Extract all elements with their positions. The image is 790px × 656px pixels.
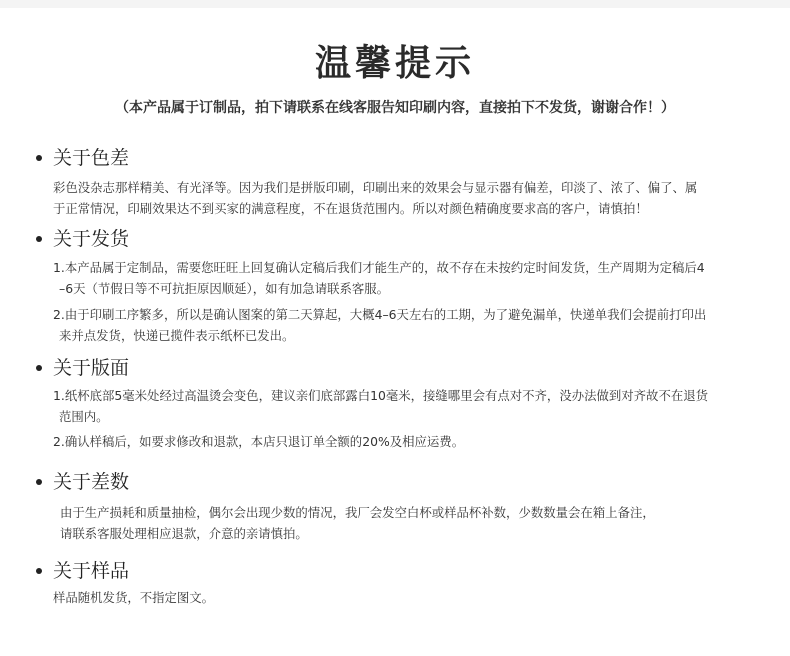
paragraph-line: 1.纸杯底部5毫米处经过高温烫会变色，建议亲们底部露白10毫米，接缝哪里会有点对不齐，没办法做到对齐故不在退货 [53, 388, 709, 403]
section-paragraph [53, 177, 697, 219]
section-heading-color-difference [36, 145, 129, 171]
paragraph-line: –6天（节假日等不可抗拒原因顺延），如有加急请联系客服。 [59, 281, 390, 296]
section-paragraph [53, 385, 708, 427]
section-paragraph [53, 304, 706, 346]
paragraph-line: 2.由于印刷工序繁多，所以是确认图案的第二天算起，大概4–6天左右的工期，为了避免漏单，快递单我们会提前打印出 [53, 307, 707, 322]
section-paragraph [53, 587, 214, 608]
page-title: 温馨提示 [314, 43, 475, 84]
paragraph-line: 2.确认样稿后，如要求修改和退款，本店只退订单全额的20%及相应运费。 [53, 434, 465, 449]
paragraph-line: 来并点发货，快递已揽件表示纸杯已发出。 [59, 328, 295, 343]
section-paragraph [60, 502, 655, 544]
section-heading-text: 关于版面 [53, 357, 130, 379]
bullet-icon [36, 236, 42, 242]
paragraph-line: 范围内。 [59, 409, 109, 424]
paragraph-line: 由于生产损耗和质量抽检，偶尔会出现少数的情况，我厂会发空白杯或样品杯补数，少数数量会在箱上备注， [60, 505, 655, 520]
section-heading-text: 关于差数 [53, 471, 130, 493]
paragraph-line: 彩色没杂志那样精美、有光泽等。因为我们是拼版印刷，印刷出来的效果会与显示器有偏差，印淡了、浓了、偏了、属 [53, 180, 698, 195]
section-heading-text: 关于发货 [53, 228, 130, 250]
section-heading-text: 关于色差 [53, 147, 130, 169]
paragraph-line: 1.本产品属于定制品，需要您旺旺上回复确认定稿后我们才能生产的，故不存在未按约定时间发货，生产周期为定稿后4 [53, 260, 705, 275]
bullet-icon [36, 479, 42, 485]
bullet-icon [36, 155, 42, 161]
section-heading-samples [36, 558, 129, 584]
page-subtitle: （本产品属于订制品，拍下请联系在线客服告知印刷内容，直接拍下不发货，谢谢合作！） [115, 100, 675, 116]
section-heading-layout [36, 355, 129, 381]
paragraph-line: 于正常情况，印刷效果达不到买家的满意程度，不在退货范围内。所以对颜色精确度要求高的客户，请慎拍！ [53, 201, 648, 216]
section-heading-text: 关于样品 [53, 560, 130, 582]
paragraph-line: 请联系客服处理相应退款，介意的亲请慎拍。 [60, 526, 308, 541]
bullet-icon [36, 365, 42, 371]
top-band [0, 0, 790, 8]
paragraph-line: 样品随机发货，不指定图文。 [53, 590, 215, 605]
section-paragraph [53, 257, 705, 299]
bullet-icon [36, 568, 42, 574]
section-heading-shipping [36, 226, 129, 252]
section-heading-quantity-shortage [36, 469, 129, 495]
section-paragraph [53, 431, 464, 452]
